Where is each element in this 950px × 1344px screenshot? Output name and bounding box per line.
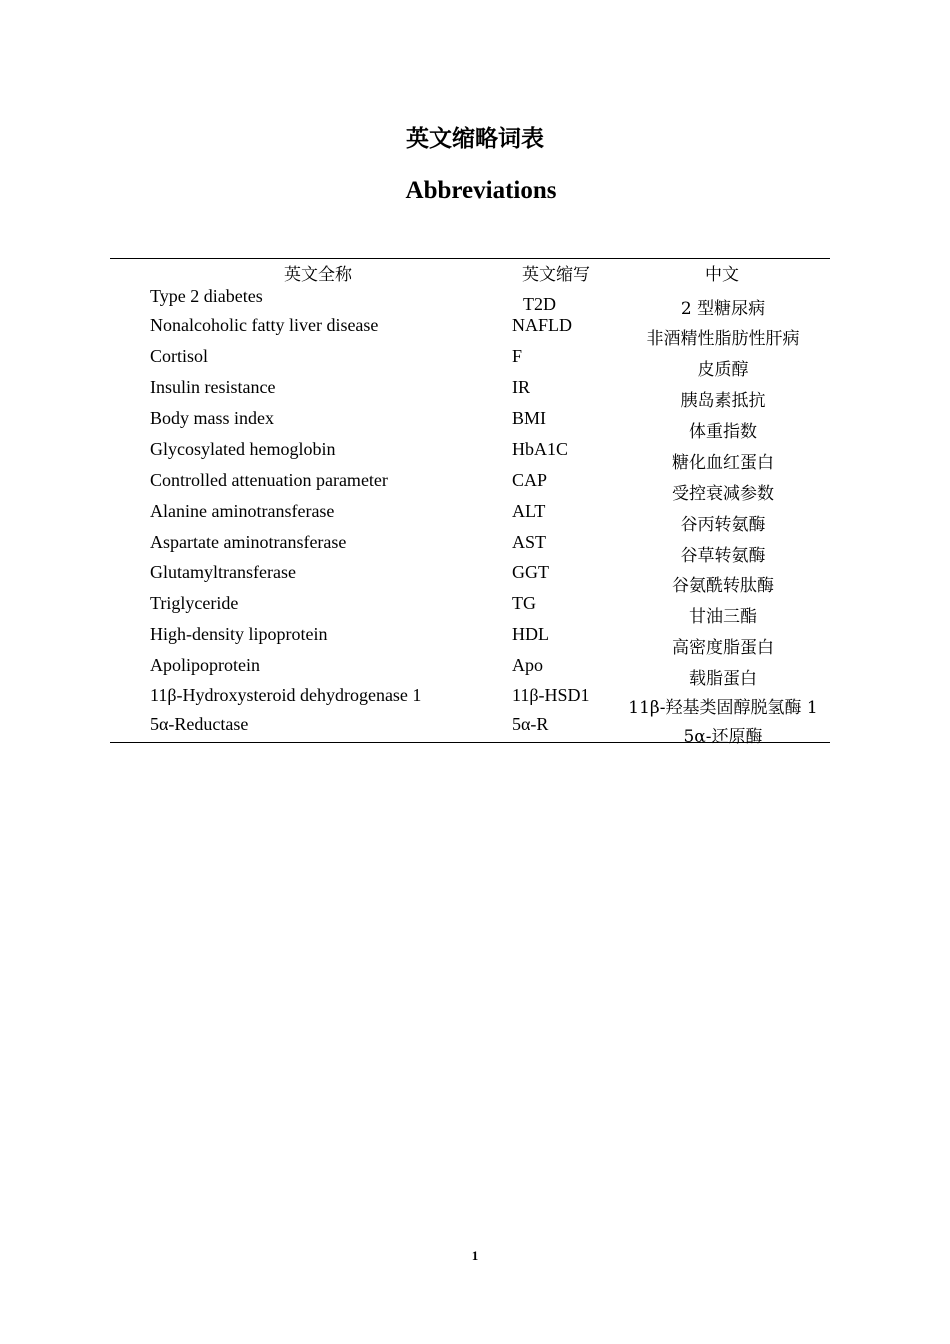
abbreviation-cell: IR	[512, 377, 530, 397]
abbreviation-cell: NAFLD	[512, 315, 573, 335]
table-row	[0, 655, 950, 689]
full-name-cell: Insulin resistance	[150, 377, 276, 397]
abbreviation-cell: CAP	[512, 470, 548, 490]
chinese-cell: 载脂蛋白	[689, 669, 757, 689]
abbreviation-cell: 11β-HSD1	[512, 685, 590, 705]
full-name-cell: Cortisol	[150, 346, 209, 366]
chinese-cell: 高密度脂蛋白	[672, 638, 774, 658]
chinese-cell: 受控衰减参数	[672, 484, 774, 504]
chinese-cell: 糖化血红蛋白	[672, 453, 774, 473]
full-name-cell: Triglyceride	[150, 593, 239, 613]
abbreviation-cell: AST	[512, 532, 547, 552]
chinese-cell: 2 型糖尿病	[680, 299, 766, 319]
header-full-name: 英文全称	[284, 265, 352, 285]
table-row	[0, 562, 950, 596]
abbreviation-cell: GGT	[512, 562, 549, 582]
table-row	[0, 346, 950, 380]
table-row	[0, 685, 950, 718]
abbreviation-cell: BMI	[512, 408, 547, 428]
full-name-cell: 5α-Reductase	[150, 714, 249, 734]
table-row	[0, 624, 950, 658]
abbreviation-cell: HbA1C	[512, 439, 569, 459]
table-row	[0, 439, 950, 473]
table-row	[0, 714, 950, 747]
abbreviation-cell: ALT	[512, 501, 546, 521]
chinese-cell: 非酒精性脂肪性肝病	[646, 329, 800, 349]
table-row	[0, 532, 950, 566]
full-name-cell: Body mass index	[150, 408, 274, 428]
full-name-cell: Type 2 diabetes	[150, 286, 263, 306]
page-title-chinese: 英文缩略词表	[406, 126, 544, 152]
chinese-cell: 体重指数	[689, 422, 757, 442]
chinese-cell: 11β-羟基类固醇脱氢酶 1	[628, 698, 818, 718]
chinese-cell: 5α-还原酶	[683, 727, 763, 747]
full-name-cell: Apolipoprotein	[150, 655, 260, 675]
table-row	[0, 408, 950, 442]
chinese-cell: 谷草转氨酶	[680, 546, 766, 566]
full-name-cell: Aspartate aminotransferase	[150, 532, 347, 552]
abbreviation-cell: 5α-R	[512, 714, 549, 734]
chinese-cell: 皮质醇	[697, 360, 749, 380]
header-abbreviation: 英文缩写	[522, 265, 590, 285]
full-name-cell: 11β-Hydroxysteroid dehydrogenase 1	[150, 685, 422, 705]
abbreviation-cell: HDL	[512, 624, 549, 644]
page-title-english: Abbreviations	[405, 177, 557, 204]
page-number: 1	[471, 1248, 479, 1263]
table-row	[0, 593, 950, 627]
full-name-cell: Glutamyltransferase	[150, 562, 296, 582]
full-name-cell: Alanine aminotransferase	[150, 501, 335, 521]
table-row	[0, 470, 950, 504]
chinese-cell: 胰岛素抵抗	[680, 391, 766, 411]
table-row	[0, 501, 950, 535]
full-name-cell: Nonalcoholic fatty liver disease	[150, 315, 379, 335]
full-name-cell: Controlled attenuation parameter	[150, 470, 388, 490]
header-chinese: 中文	[705, 265, 739, 285]
abbreviation-cell: T2D	[523, 294, 556, 314]
full-name-cell: High-density lipoprotein	[150, 624, 328, 644]
table-row	[0, 315, 950, 349]
full-name-cell: Glycosylated hemoglobin	[150, 439, 336, 459]
chinese-cell: 谷丙转氨酶	[680, 515, 766, 535]
table-bottom-rule	[110, 742, 830, 743]
abbreviation-cell: Apo	[512, 655, 543, 675]
abbreviation-cell: TG	[512, 593, 536, 613]
abbreviation-cell: F	[512, 346, 523, 366]
table-row	[0, 377, 950, 411]
table-row	[0, 286, 950, 319]
chinese-cell: 甘油三酯	[689, 607, 757, 627]
chinese-cell: 谷氨酰转肽酶	[672, 576, 774, 596]
